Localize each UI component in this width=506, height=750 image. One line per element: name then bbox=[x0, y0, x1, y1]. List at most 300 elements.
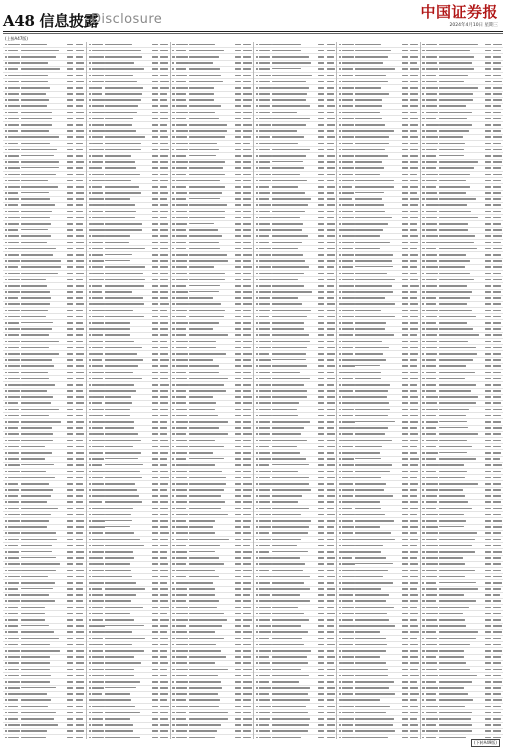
table-cell bbox=[92, 582, 103, 584]
table-cell bbox=[21, 211, 52, 213]
table-cell bbox=[76, 452, 84, 454]
table-cell bbox=[8, 242, 19, 244]
table-cell bbox=[21, 285, 47, 287]
table-cell bbox=[439, 62, 472, 64]
table-cell bbox=[160, 526, 168, 528]
table-cell bbox=[160, 471, 168, 473]
table-cell bbox=[339, 706, 342, 708]
table-cell bbox=[235, 143, 241, 145]
table-cell bbox=[318, 440, 324, 442]
table-cell bbox=[160, 254, 168, 256]
table-cell bbox=[256, 136, 258, 138]
table-cell bbox=[189, 613, 224, 615]
table-cell bbox=[410, 328, 418, 330]
table-cell bbox=[105, 675, 133, 677]
table-cell bbox=[89, 440, 92, 442]
table-cell bbox=[76, 687, 84, 689]
table-cell bbox=[76, 539, 83, 541]
table-cell bbox=[485, 737, 491, 739]
table-cell bbox=[402, 384, 408, 386]
table-cell bbox=[342, 118, 354, 120]
table-cell bbox=[235, 724, 241, 726]
table-cell bbox=[67, 112, 73, 114]
table-cell bbox=[402, 427, 408, 429]
table-cell bbox=[160, 365, 167, 367]
table-cell bbox=[426, 452, 438, 454]
table-cell bbox=[89, 600, 92, 602]
table-cell bbox=[256, 687, 258, 689]
table-cell bbox=[272, 136, 304, 138]
table-cell bbox=[439, 477, 465, 479]
table-cell bbox=[410, 198, 418, 200]
table-cell bbox=[256, 105, 259, 107]
table-cell bbox=[422, 130, 425, 132]
table-cell bbox=[176, 254, 188, 256]
table-cell bbox=[422, 353, 424, 355]
table-cell bbox=[172, 489, 175, 491]
table-cell bbox=[422, 50, 424, 52]
table-cell bbox=[259, 285, 271, 287]
table-cell bbox=[410, 415, 417, 417]
table-cell bbox=[5, 415, 8, 417]
table-cell bbox=[259, 712, 270, 714]
table-cell bbox=[422, 297, 425, 299]
table-cell bbox=[318, 557, 324, 559]
table-cell bbox=[259, 372, 270, 374]
table-cell bbox=[493, 532, 501, 534]
table-cell bbox=[89, 273, 92, 275]
table-cell bbox=[105, 273, 142, 275]
newspaper-logo: 中国证券报 bbox=[420, 3, 498, 21]
table-cell bbox=[259, 576, 272, 578]
table-cell bbox=[272, 334, 309, 336]
table-cell bbox=[426, 316, 438, 318]
table-cell bbox=[89, 223, 92, 225]
table-cell bbox=[235, 464, 241, 466]
table-cell bbox=[485, 421, 491, 423]
table-cell bbox=[172, 235, 175, 237]
table-cell bbox=[402, 167, 408, 169]
table-cell bbox=[176, 737, 188, 739]
table-cell bbox=[327, 174, 335, 176]
table-cell bbox=[355, 248, 379, 250]
table-cell bbox=[8, 464, 20, 466]
table-cell bbox=[493, 353, 500, 355]
table-cell bbox=[410, 427, 417, 429]
table-cell bbox=[176, 229, 186, 231]
table-cell bbox=[422, 68, 425, 70]
table-cell bbox=[160, 458, 167, 460]
table-cell bbox=[493, 248, 501, 250]
table-cell bbox=[327, 167, 335, 169]
table-cell bbox=[259, 242, 269, 244]
table-column bbox=[3, 42, 86, 739]
table-cell bbox=[410, 489, 417, 491]
table-cell bbox=[160, 260, 168, 262]
table-cell bbox=[259, 322, 270, 324]
table-cell bbox=[318, 378, 324, 380]
table-cell bbox=[355, 341, 382, 343]
table-cell bbox=[172, 334, 174, 336]
table-cell bbox=[485, 656, 491, 658]
table-cell bbox=[105, 93, 142, 95]
table-cell bbox=[426, 130, 437, 132]
table-cell bbox=[105, 316, 143, 318]
table-cell bbox=[105, 248, 144, 250]
table-cell bbox=[176, 446, 189, 448]
table-cell bbox=[339, 594, 342, 596]
table-cell bbox=[21, 223, 51, 225]
table-cell bbox=[176, 687, 187, 689]
table-cell bbox=[67, 638, 73, 640]
table-cell bbox=[243, 310, 250, 312]
table-cell bbox=[355, 545, 383, 546]
table-cell bbox=[243, 570, 251, 572]
table-cell bbox=[235, 223, 241, 225]
table-cell bbox=[439, 192, 467, 194]
table-cell bbox=[426, 681, 436, 683]
table-cell bbox=[172, 136, 175, 138]
table-cell bbox=[493, 118, 501, 120]
table-cell bbox=[152, 551, 158, 553]
table-cell bbox=[402, 483, 408, 485]
table-cell bbox=[402, 124, 408, 126]
table-cell bbox=[256, 384, 258, 386]
table-cell bbox=[327, 619, 334, 621]
table-cell bbox=[89, 359, 91, 361]
table-cell bbox=[422, 248, 425, 250]
table-cell bbox=[493, 161, 501, 163]
table-cell bbox=[92, 483, 103, 485]
table-cell bbox=[76, 594, 83, 596]
table-cell bbox=[256, 273, 258, 275]
table-cell bbox=[160, 112, 167, 114]
table-cell bbox=[189, 217, 226, 219]
table-cell bbox=[327, 693, 335, 695]
table-cell bbox=[8, 341, 20, 343]
table-cell bbox=[342, 353, 352, 355]
table-cell bbox=[272, 310, 311, 312]
table-cell bbox=[439, 458, 477, 460]
table-cell bbox=[439, 539, 475, 541]
table-cell bbox=[272, 582, 304, 584]
table-cell bbox=[152, 81, 158, 83]
table-cell bbox=[189, 192, 223, 194]
table-cell bbox=[327, 396, 335, 398]
table-cell bbox=[176, 204, 188, 206]
table-cell bbox=[439, 588, 478, 590]
table-cell bbox=[105, 619, 133, 621]
table-cell bbox=[67, 452, 73, 454]
table-cell bbox=[76, 149, 83, 151]
table-cell bbox=[485, 588, 491, 590]
table-cell bbox=[410, 316, 418, 318]
table-cell bbox=[439, 681, 473, 683]
table-cell bbox=[342, 433, 352, 435]
table-cell bbox=[76, 334, 84, 336]
table-cell bbox=[272, 650, 311, 652]
table-cell bbox=[76, 112, 84, 114]
table-cell bbox=[272, 619, 309, 621]
table-cell bbox=[67, 631, 73, 633]
table-cell bbox=[402, 576, 408, 578]
table-cell bbox=[67, 458, 73, 460]
table-cell bbox=[89, 328, 92, 330]
table-cell bbox=[152, 471, 158, 473]
table-cell bbox=[426, 737, 436, 739]
table-cell bbox=[422, 229, 425, 231]
table-cell bbox=[235, 266, 241, 268]
table-cell bbox=[172, 130, 174, 132]
table-cell bbox=[172, 62, 174, 64]
table-cell bbox=[160, 539, 168, 541]
table-cell bbox=[259, 93, 270, 95]
table-cell bbox=[259, 477, 270, 479]
table-cell bbox=[172, 68, 174, 70]
table-cell bbox=[8, 687, 20, 689]
table-cell bbox=[243, 699, 251, 701]
table-cell bbox=[339, 99, 341, 101]
table-cell bbox=[92, 718, 102, 720]
table-cell bbox=[355, 291, 392, 293]
table-cell bbox=[256, 514, 259, 516]
table-cell bbox=[422, 235, 425, 237]
table-cell bbox=[8, 619, 18, 621]
table-cell bbox=[89, 650, 91, 652]
table-cell bbox=[318, 508, 324, 510]
table-cell bbox=[426, 297, 436, 299]
table-cell bbox=[493, 198, 500, 200]
table-cell bbox=[152, 384, 158, 386]
table-cell bbox=[89, 433, 92, 435]
table-cell bbox=[8, 551, 19, 553]
table-cell bbox=[67, 693, 73, 695]
table-cell bbox=[105, 62, 134, 64]
table-cell bbox=[152, 347, 158, 349]
table-cell bbox=[402, 223, 408, 225]
table-cell bbox=[327, 242, 335, 244]
table-cell bbox=[92, 532, 102, 534]
table-cell bbox=[342, 254, 354, 256]
table-cell bbox=[272, 124, 306, 126]
table-cell bbox=[318, 341, 324, 343]
table-cell bbox=[21, 644, 50, 646]
table-cell bbox=[67, 557, 73, 559]
table-cell bbox=[243, 192, 250, 194]
table-cell bbox=[243, 372, 251, 374]
table-cell bbox=[21, 508, 58, 510]
table-cell bbox=[259, 520, 271, 522]
table-cell bbox=[422, 75, 425, 77]
table-cell bbox=[342, 62, 354, 64]
table-cell bbox=[89, 570, 92, 572]
table-cell bbox=[426, 718, 438, 720]
table-cell bbox=[5, 359, 8, 361]
table-cell bbox=[189, 44, 216, 46]
table-cell bbox=[402, 501, 408, 503]
table-cell bbox=[21, 594, 49, 596]
table-cell bbox=[8, 62, 20, 64]
table-cell bbox=[89, 130, 91, 132]
table-cell bbox=[318, 421, 324, 423]
table-cell bbox=[21, 180, 48, 181]
table-cell bbox=[152, 50, 158, 52]
table-cell bbox=[21, 421, 61, 423]
table-cell bbox=[256, 285, 258, 287]
table-cell bbox=[439, 693, 469, 695]
table-cell bbox=[152, 718, 158, 720]
table-cell bbox=[92, 192, 102, 194]
table-cell bbox=[339, 223, 341, 225]
table-cell bbox=[76, 706, 83, 708]
table-cell bbox=[410, 693, 418, 695]
table-cell bbox=[152, 105, 158, 107]
table-cell bbox=[176, 675, 188, 677]
table-cell bbox=[259, 180, 271, 182]
table-cell bbox=[89, 44, 91, 46]
table-cell bbox=[259, 81, 270, 83]
table-cell bbox=[256, 62, 259, 64]
table-cell bbox=[439, 229, 469, 231]
table-cell bbox=[235, 483, 241, 485]
table-cell bbox=[339, 130, 341, 132]
table-cell bbox=[410, 724, 418, 726]
table-cell bbox=[92, 638, 102, 640]
table-cell bbox=[485, 186, 491, 188]
table-cell bbox=[105, 433, 137, 435]
table-cell bbox=[342, 532, 352, 534]
table-cell bbox=[402, 446, 408, 448]
table-cell bbox=[105, 87, 142, 89]
table-cell bbox=[189, 235, 222, 237]
table-cell bbox=[172, 508, 174, 510]
table-cell bbox=[355, 706, 390, 707]
table-cell bbox=[176, 477, 188, 479]
table-cell bbox=[493, 365, 501, 367]
table-cell bbox=[67, 310, 73, 312]
table-cell bbox=[105, 155, 131, 157]
table-cell bbox=[176, 68, 187, 70]
table-cell bbox=[235, 112, 241, 114]
table-cell bbox=[67, 594, 73, 596]
table-cell bbox=[176, 390, 187, 392]
table-cell bbox=[176, 483, 188, 485]
table-cell bbox=[67, 322, 73, 324]
table-cell bbox=[493, 607, 501, 609]
table-cell bbox=[235, 124, 241, 126]
table-cell bbox=[318, 483, 324, 485]
table-cell bbox=[243, 303, 251, 305]
table-cell bbox=[410, 718, 417, 720]
table-cell bbox=[327, 570, 334, 572]
table-cell bbox=[256, 576, 259, 578]
table-cell bbox=[402, 433, 408, 435]
table-cell bbox=[235, 613, 241, 615]
table-cell bbox=[172, 582, 174, 584]
table-cell bbox=[21, 656, 50, 658]
table-cell bbox=[318, 384, 324, 386]
table-cell bbox=[67, 378, 73, 380]
table-cell bbox=[259, 508, 271, 510]
table-cell bbox=[410, 242, 418, 244]
table-cell bbox=[189, 427, 219, 429]
table-cell bbox=[160, 229, 168, 231]
table-cell bbox=[189, 136, 225, 138]
table-cell bbox=[76, 248, 84, 250]
table-cell bbox=[256, 341, 258, 343]
table-cell bbox=[355, 433, 385, 435]
table-cell bbox=[327, 600, 334, 602]
table-cell bbox=[160, 297, 168, 299]
table-cell bbox=[5, 625, 8, 627]
table-cell bbox=[243, 539, 250, 541]
table-cell bbox=[105, 235, 129, 237]
table-cell bbox=[410, 334, 417, 336]
table-cell bbox=[235, 68, 241, 70]
table-cell bbox=[256, 724, 259, 726]
table-cell bbox=[67, 266, 73, 268]
table-cell bbox=[21, 545, 52, 547]
table-cell bbox=[160, 285, 167, 287]
table-cell bbox=[152, 149, 158, 151]
table-cell bbox=[21, 87, 50, 89]
table-cell bbox=[355, 699, 380, 701]
table-cell bbox=[76, 359, 83, 361]
table-cell bbox=[189, 644, 216, 646]
table-cell bbox=[327, 687, 335, 689]
table-cell bbox=[426, 124, 439, 126]
table-cell bbox=[189, 322, 220, 324]
table-cell bbox=[8, 718, 18, 720]
table-cell bbox=[272, 217, 300, 219]
table-cell bbox=[272, 105, 310, 107]
table-cell bbox=[256, 99, 258, 101]
table-cell bbox=[485, 198, 491, 200]
table-cell bbox=[342, 650, 354, 652]
table-cell bbox=[172, 161, 174, 163]
table-cell bbox=[342, 737, 354, 739]
table-cell bbox=[189, 576, 219, 578]
table-cell bbox=[172, 192, 174, 194]
table-cell bbox=[189, 495, 222, 497]
table-cell bbox=[8, 471, 20, 473]
table-cell bbox=[67, 489, 73, 491]
table-cell bbox=[426, 402, 437, 404]
table-cell bbox=[402, 273, 408, 275]
table-cell bbox=[8, 316, 20, 318]
table-cell bbox=[235, 198, 241, 200]
table-cell bbox=[342, 458, 354, 460]
table-cell bbox=[410, 149, 417, 151]
table-cell bbox=[76, 390, 84, 392]
table-cell bbox=[8, 303, 20, 305]
table-cell bbox=[439, 136, 464, 137]
table-cell bbox=[493, 223, 500, 225]
table-cell bbox=[172, 501, 174, 503]
table-cell bbox=[355, 136, 388, 138]
table-cell bbox=[172, 687, 175, 689]
table-cell bbox=[402, 211, 408, 213]
table-cell bbox=[5, 681, 8, 683]
table-cell bbox=[152, 662, 158, 664]
table-cell bbox=[152, 675, 158, 677]
table-cell bbox=[235, 44, 241, 46]
table-cell bbox=[256, 180, 259, 182]
table-cell bbox=[67, 372, 73, 374]
table-cell bbox=[89, 737, 91, 739]
table-cell bbox=[89, 656, 91, 658]
table-cell bbox=[259, 328, 270, 330]
